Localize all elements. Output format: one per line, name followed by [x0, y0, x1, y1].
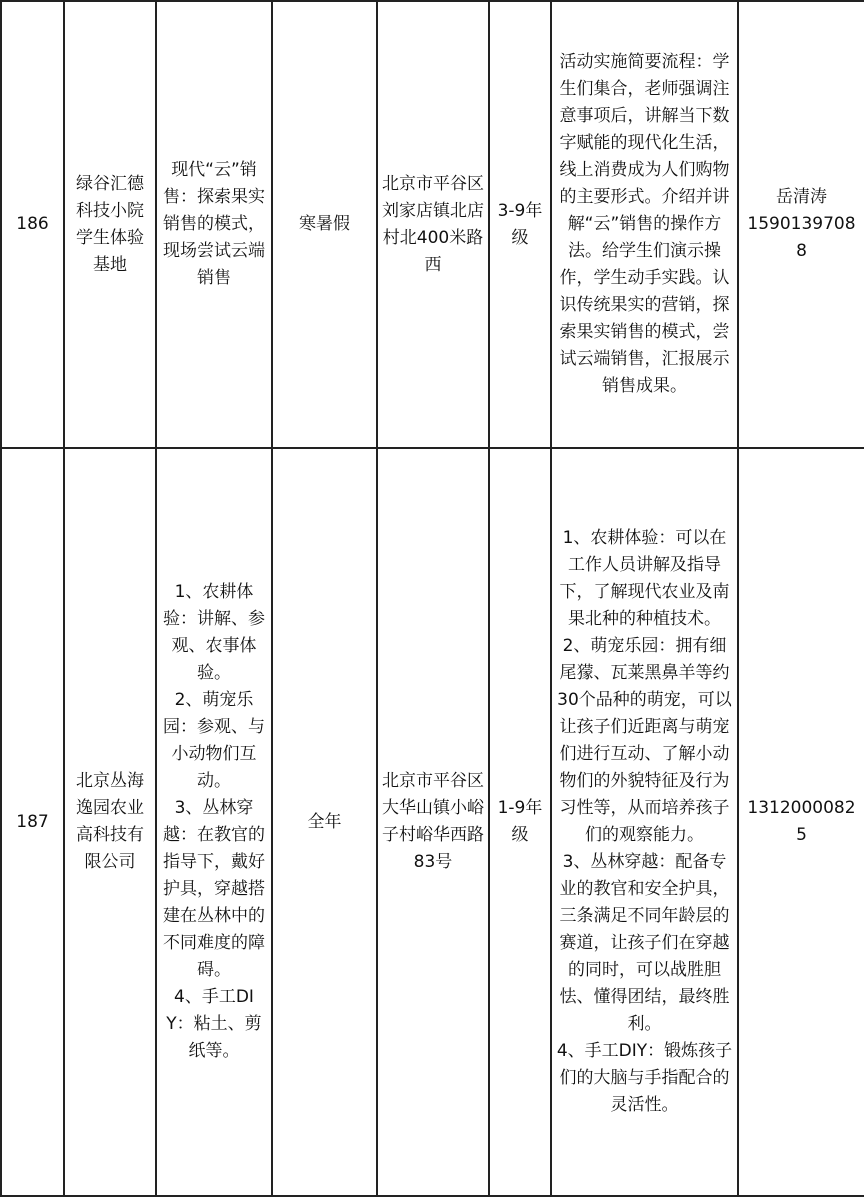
activity-process: 1、农耕体验：可以在工作人员讲解及指导下，了解现代农业及南果北种的种植技术。 2、萌宠乐园：拥有细尾獴、瓦莱黑鼻羊等约30个品种的萌宠，可以让孩子们近距离与萌宠们进行互动、了解小动物们的外貌特征及行为习性等，从而培养孩子们的观察能力。 3、丛林穿越：配备专业的教官和安全护具，三条满足不同年龄层的赛道，让孩子们在穿越的同时，可以战胜胆怯、懂得团结，最终胜利。 4、手工DIY：锻炼孩子们的大脑与手指配合的灵活性。	[551, 448, 738, 1196]
address: 北京市平谷区大华山镇小峪子村峪华西路83号	[377, 448, 489, 1196]
address: 北京市平谷区刘家店镇北店村北400米路西	[377, 1, 489, 448]
base-name: 绿谷汇德科技小院学生体验基地	[64, 1, 156, 448]
grade-range: 3-9年级	[489, 1, 551, 448]
activity-time: 寒暑假	[272, 1, 377, 448]
activity-time: 全年	[272, 448, 377, 1196]
activity-content: 1、农耕体验：讲解、参观、农事体验。 2、萌宠乐园：参观、与小动物们互动。 3、丛林穿越：在教官的指导下，戴好护具，穿越搭建在丛林中的不同难度的障碍。 4、手工DIY：粘土、剪纸等。	[156, 448, 272, 1196]
contact: 岳清涛 15901397088	[738, 1, 864, 448]
contact: 13120000825	[738, 448, 864, 1196]
activity-process: 活动实施简要流程：学生们集合，老师强调注意事项后，讲解当下数字赋能的现代化生活，线上消费成为人们购物的主要形式。介绍并讲解“云”销售的操作方法。给学生们演示操作，学生动手实践。认识传统果实的营销，探索果实销售的模式，尝试云端销售，汇报展示销售成果。	[551, 1, 738, 448]
table-row	[1, 448, 864, 1196]
row-number: 187	[1, 448, 64, 1196]
row-number: 186	[1, 1, 64, 448]
table-row	[1, 1, 864, 448]
grade-range: 1-9年级	[489, 448, 551, 1196]
activity-content: 现代“云”销售：探索果实销售的模式，现场尝试云端销售	[156, 1, 272, 448]
base-name: 北京丛海逸园农业高科技有限公司	[64, 448, 156, 1196]
